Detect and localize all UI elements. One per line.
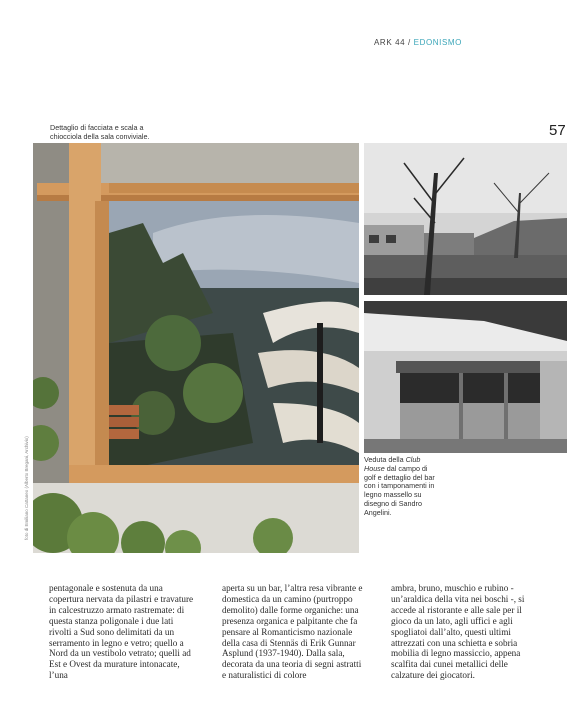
magazine-issue: ARK 44 bbox=[374, 38, 406, 47]
club-house-illustration bbox=[364, 143, 567, 295]
caption-text-pre: Veduta della bbox=[364, 455, 406, 464]
section-name: EDONISMO bbox=[413, 38, 462, 47]
body-text: ambra, bruno, muschio e rubino - un’araldica della vita nei boschi -, si accede al ristorante e alle sale per il gioco da un lato, agli uffici e agli spogliatoi dall’alto, questi ultimi attrezzati con una schietta e sobria mobilia di legno massiccio, appena scalfita dai cunei metallici delle calzature dei giocatori. bbox=[391, 583, 525, 681]
body-column-3 bbox=[391, 583, 536, 681]
header-separator: / bbox=[405, 38, 414, 47]
photo-bar-wooden-panels bbox=[364, 301, 567, 453]
body-column-1 bbox=[49, 583, 194, 681]
main-photo-window-facade bbox=[33, 143, 359, 553]
window-illustration bbox=[33, 143, 359, 553]
photo-credit: foto di Emiliano Cattaneo (Alberto Bregani, Archivio) bbox=[24, 436, 29, 540]
photo-club-house-golf-course bbox=[364, 143, 567, 295]
body-text: aperta su un bar, l’altra resa vibrante e domestica da un camino (purtroppo demolito) dalle forme organiche: una presenza organica e palpitante che fa pensare al Romanticismo nazionale della casa di Stennäs di Erik Gunnar Asplund (1937-1940). Dalla sala, decorata da una teoria di segni astratti e naturalistici di colore bbox=[222, 583, 363, 681]
running-header bbox=[374, 38, 462, 47]
caption-text-post: dal campo di golf e dettaglio del bar con i tamponamenti in legno massello su disegno di Sandro Angelini. bbox=[364, 463, 435, 517]
caption-italic-club-house: Club House bbox=[364, 455, 421, 473]
body-text: pentagonale e sostenuta da una copertura nervata da pilastri e travature in calcestruzzo armato rastremate: di questa stanza poligonale i due lati rivolti a Sud sono delimitati da un serramento in legno e vetro; quello a Nord da un vestibolo vetrato; quelli ad Est e Ovest da murature intonacate, l’una bbox=[49, 583, 194, 681]
body-column-2 bbox=[222, 583, 367, 681]
main-photo-caption: Dettaglio di facciata e scala a chiocciola della sala conviviale. bbox=[50, 123, 150, 141]
right-photos-caption bbox=[364, 456, 440, 518]
bar-illustration bbox=[364, 301, 567, 453]
page-number: 57 bbox=[549, 122, 566, 139]
